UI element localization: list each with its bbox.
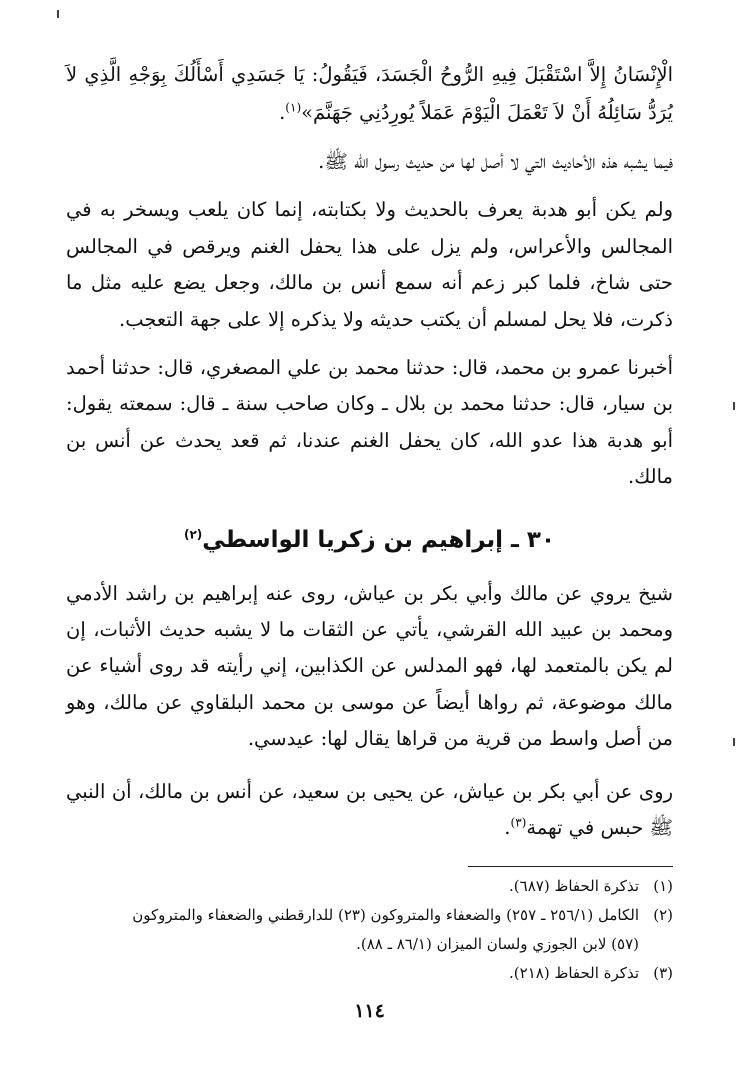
footnote-1	[66, 872, 673, 901]
entry-paragraph-2-text: روى عن أبي بكر بن عياش، عن يحيى بن سعيد، عن أنس بن مالك، أن النبي ﷺ حبس في تهمة	[66, 779, 673, 840]
entry-paragraph-2-end: .	[504, 816, 511, 840]
footnote-1-number: (١)	[653, 877, 673, 895]
paragraph-3: أخبرنا عمرو بن محمد، قال: حدثنا محمد بن علي المصغري، قال: حدثنا أحمد بن سيار، قال: حدثنا محمد بن بلال ـ وكان صاحب سنة ـ قال: سمعته يقول: أبو هدبة هذا عدو الله، كان يحفل الغنم عندنا، ثم قعد يحدث عن أنس بن مالك.	[66, 356, 673, 489]
entry-paragraph-1: شيخ يروي عن مالك وأبي بكر بن عياش، روى عنه إبراهيم بن راشد الأدمي ومحمد بن عبيد الله القرشي، يأتي عن الثقات ما لا يشبه حديث الأثبات، إن لم يكن بالمتعمد لها، فهو المدلس عن الكذابين، إني رأيته قد روى أشياء عن مالك موضوعة، ثم رواها أيضاً عن موسى بن محمد البلقاوي عن مالك، وهو من أصل واسط من قرية من قراها يقال لها: عيدسي.	[66, 581, 673, 751]
paragraph-1: فيما يشبه هذه الأحاديث التي لا أصل لها من حديث رسول الله ﷺ.	[318, 150, 673, 173]
quote-text: الْإِنْسَانُ إِلاَّ اسْتَقْبَلَ فِيهِ الرُّوحُ الْجَسَدَ، فَيَقُولُ: يَا جَسَدِي أَسْأَلُكَ بِوَجْهِ الَّذِي لاَ يُرَدُّ سَائِلُهُ أَنْ لاَ تَعْمَلَ الْيَوْمَ عَمَلاً يُورِدُنِي جَهَنَّمَ»	[66, 63, 673, 124]
scan-mark-right-1	[733, 402, 735, 410]
heading-footnote-ref: (٢)	[183, 527, 203, 541]
scan-mark-top	[57, 10, 59, 18]
scan-mark-right-2	[733, 738, 735, 746]
entry-footnote-ref: (٣)	[510, 815, 527, 830]
footnote-2-number: (٢)	[653, 906, 673, 924]
hadith-quote	[66, 56, 673, 132]
footnote-3-number: (٣)	[653, 964, 673, 982]
footnote-3-text: تذكرة الحفاظ (٢١٨).	[509, 964, 639, 982]
entry-paragraph-2	[66, 774, 673, 847]
entry-heading-text: ٣٠ ـ إبراهيم بن زكريا الواسطي	[202, 526, 555, 553]
footnote-separator	[468, 866, 673, 867]
paragraph-2: ولم يكن أبو هدبة يعرف بالحديث ولا بكتابته، إنما كان يلعب ويسخر به في المجالس والأعراس، ولم يزل على هذا يحفل الغنم ويرقص في المجالس حتى شاخ، فلما كبر زعم أنه سمع أنس بن مالك، وجعل يضع عليه مثل ما ذكرت، فلا يحل لمسلم أن يكتب حديثه ولا يذكره إلا على جهة التعجب.	[66, 198, 673, 331]
page-body	[66, 56, 673, 847]
footnote-3	[66, 959, 673, 988]
footnote-2-continuation: (٥٧) لابن الجوزي ولسان الميزان (٨٦/١ ـ ٨٨).	[356, 935, 639, 953]
footnotes	[66, 872, 673, 988]
footnote-2-text: الكامل (٢٥٦/١ ـ ٢٥٧) والضعفاء والمتروكون (٢٣) للدارقطني والضعفاء والمتروكون	[132, 906, 639, 924]
footnote-2	[66, 901, 673, 930]
entry-heading	[66, 520, 673, 560]
footnote-1-text: تذكرة الحفاظ (٦٨٧).	[509, 877, 639, 895]
quote-end: .	[279, 101, 286, 124]
page-number: ١١٤	[354, 1000, 385, 1022]
quote-footnote-ref: (١)	[285, 100, 302, 115]
